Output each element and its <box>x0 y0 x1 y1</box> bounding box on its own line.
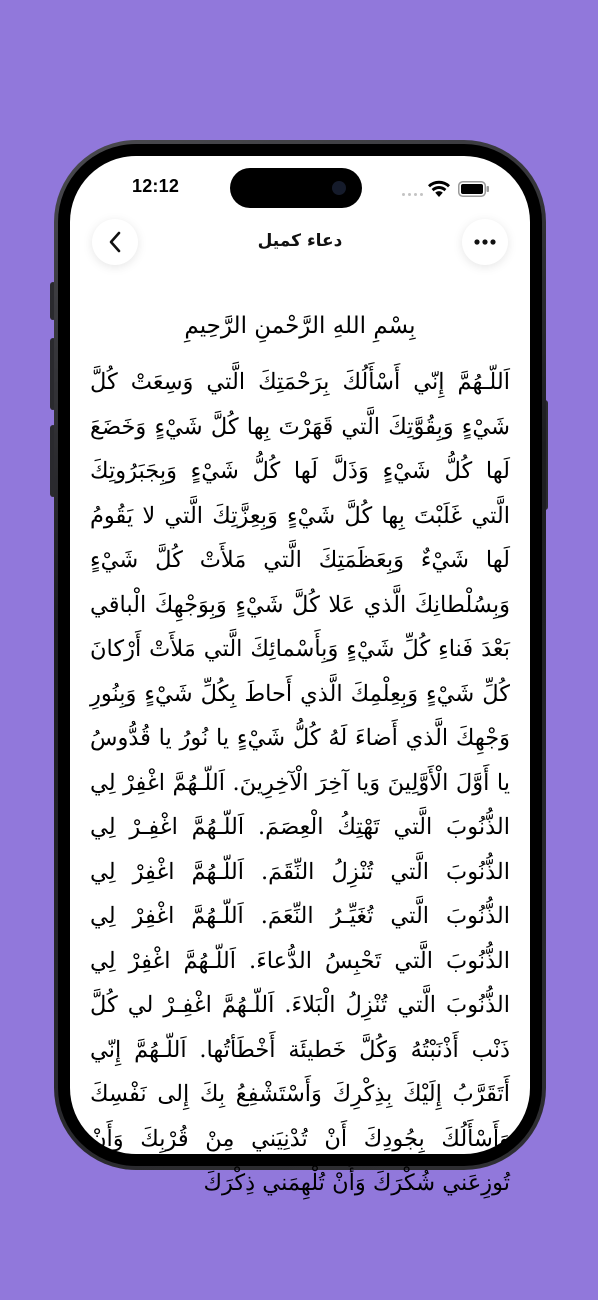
ellipsis-horizontal-icon <box>474 239 496 245</box>
page-title: دعاء كميل <box>257 231 343 251</box>
phone-frame <box>54 140 546 1196</box>
basmala-heading: بِسْمِ اللهِ الرَّحْمنِ الرَّحِيمِ <box>184 313 416 339</box>
more-options-button[interactable] <box>462 219 508 265</box>
battery-icon <box>458 181 490 197</box>
screen <box>70 156 530 1196</box>
phone-bezel <box>58 144 542 1196</box>
status-time: 12:12 <box>132 176 180 196</box>
prayer-content[interactable] <box>90 306 510 1196</box>
dynamic-island <box>230 168 362 208</box>
wifi-icon <box>428 180 450 198</box>
prayer-text: اَللّـهُمَّ إِنّي أَسْأَلُكَ بِرَحْمَتِكَ الَّتي وَسِعَتْ كُلَّ شَيْءٍ وَبِقُوَّتِكَ الَّتي قَهَرْتَ بِها كُلَّ شَيْءٍ وَخَضَعَ لَها كُلُّ شَيْءٍ وَذَلَّ لَها كُلُّ شَيْءٍ وَبِجَبَرُوتِكَ الَّتي غَلَبْتَ بِها كُلَّ شَيْءٍ وَبِعِزَّتِكَ الَّتي لا يَقُومُ لَها شَيْءٌ وَبِعَظَمَتِكَ الَّتي مَلأَتْ كُلَّ شَيْءٍ وَبِسُلْطانِكَ الَّذي عَلا كُلَّ شَيْءٍ وَبِوَجْهِكَ الْباقي بَعْدَ فَناءِ كُلِّ شَيْءٍ وَبِأَسْمائِكَ الَّتي مَلأَتْ أَرْكانَ كُلِّ شَيْءٍ وَبِعِلْمِكَ الَّذي أَحاطَ بِكُلِّ شَيْءٍ وَبِنُورِ وَجْهِكَ الَّذي أَضاءَ لَهُ كُلُّ شَيْءٍ يا نُورُ يا قُدُّوسُ يا أَوَّلَ الْأَوَّلِينَ وَيا آخِرَ الْآخِرِينَ. اَللّـهُمَّ اغْفِرْ لِي الذُّنُوبَ الَّتي تَهْتِكُ الْعِصَمَ. اَللّـهُمَّ اغْفِـرْ لِي الذُّنُوبَ الَّتي تُنْزِلُ النِّقَمَ. اَللّـهُمَّ اغْفِرْ لِي الذُّنُوبَ الَّتي تُغَيِّـرُ النِّعَمَ. اَللّـهُمَّ اغْفِرْ لِي الذُّنُوبَ الَّتي تَحْبِسُ الدُّعاءَ. اَللّـهُمَّ اغْفِرْ لِي الذُّنُوبَ الَّتي تُنْزِلُ الْبَلاءَ. اَللّـهُمَّ اغْفِـرْ لي كُلَّ ذَنْب أَذْنَبْتُهُ وَكُلَّ خَطيئَة أَخْطَأتُها. اَللّـهُمَّ إِنّي أَتَقَرَّبُ إِلَيْكَ بِذِكْرِكَ وَأَسْتَشْفِعُ بِكَ إِلى نَفْسِكَ وَأَسْأَلُكَ بِجُودِكَ أَنْ تُدْنِيَني مِنْ قُرْبِكَ وَأَنْ تُوزِعَني شُكْرَكَ وَأَنْ تُلْهِمَني ذِكْرَكَ <box>90 369 510 1196</box>
cellular-signal-icon <box>402 184 424 196</box>
